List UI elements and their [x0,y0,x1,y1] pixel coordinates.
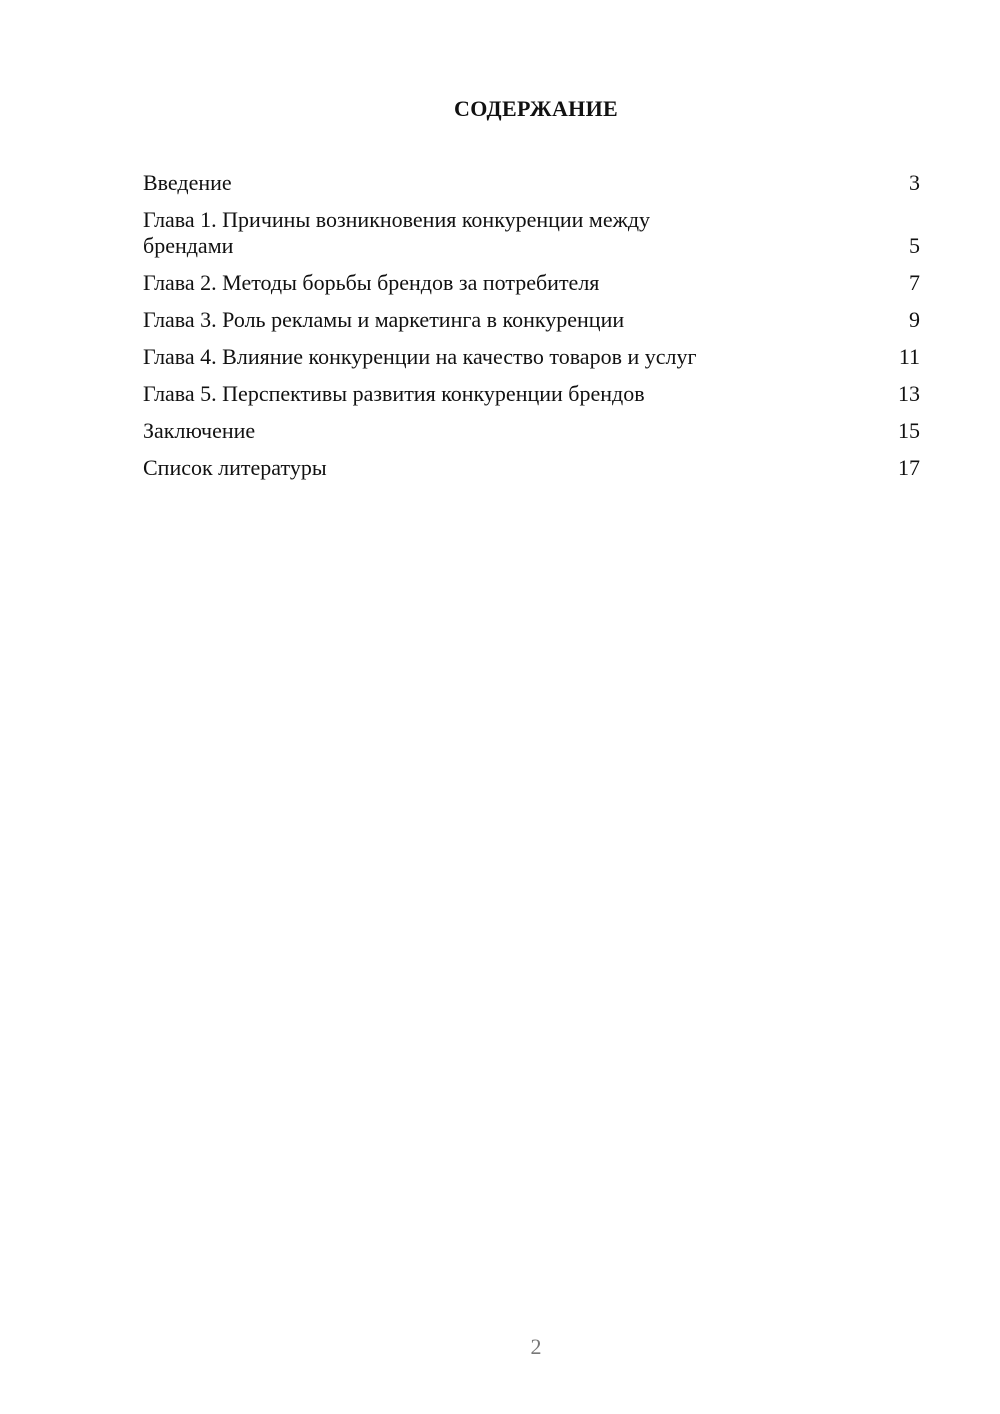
toc-entry-page: 7 [909,270,920,295]
toc-entry-label: Заключение [143,418,256,443]
toc-entry-chapter-1 [143,207,920,259]
toc-entry-label: Список литературы [143,455,327,480]
toc-entry-conclusion [143,418,920,444]
toc-entry-label: Глава 3. Роль рекламы и маркетинга в конкуренции [143,307,625,332]
toc-entry-page: 9 [909,307,920,332]
table-of-contents [143,170,920,492]
toc-entry-page: 13 [898,381,920,406]
toc-title: СОДЕРЖАНИЕ [454,96,618,121]
toc-entry-references [143,455,920,481]
toc-entry-page: 3 [909,170,920,195]
toc-entry-label: Глава 5. Перспективы развития конкуренции брендов [143,381,645,406]
toc-entry-page: 5 [909,233,920,258]
toc-entry-label: Глава 4. Влияние конкуренции на качество товаров и услуг [143,344,697,369]
toc-entry-chapter-2 [143,270,920,296]
toc-entry-label: Глава 1. Причины возникновения конкуренции между брендами [143,207,651,258]
toc-entry-page: 15 [898,418,920,443]
toc-entry-introduction [143,170,920,196]
toc-entry-page: 17 [898,455,920,480]
toc-entry-page: 11 [898,344,920,369]
toc-entry-chapter-4 [143,344,920,370]
toc-entry-label: Глава 2. Методы борьбы брендов за потребителя [143,270,600,295]
footer-page-number: 2 [530,1334,542,1359]
toc-entry-label: Введение [143,170,232,195]
toc-entry-chapter-3 [143,307,920,333]
toc-entry-chapter-5 [143,381,920,407]
